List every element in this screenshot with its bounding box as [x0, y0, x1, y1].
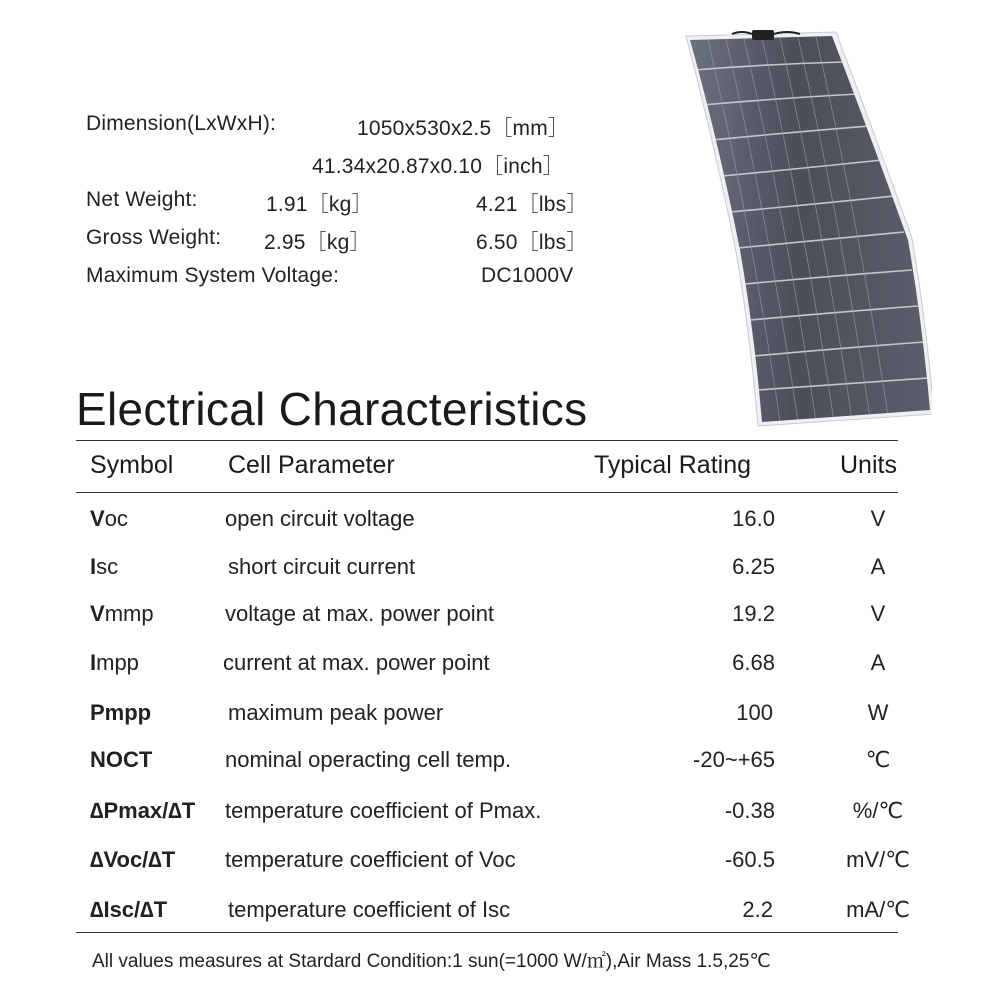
row-symbol: NOCT: [90, 747, 153, 772]
table-row: [0, 506, 1000, 546]
table-row: [0, 798, 1000, 838]
net-weight-kg: 1.91［kg］: [266, 193, 373, 216]
row-rating: 19.2: [732, 601, 775, 626]
max-voltage-value: DC1000V: [481, 264, 574, 287]
table-row: [0, 700, 1000, 740]
row-rating: -20~+65: [693, 747, 775, 772]
table-header-rule: [76, 492, 898, 493]
row-unit: mV/℃: [846, 847, 910, 872]
row-symbol: Impp: [90, 650, 139, 675]
dimension-inch-value: 41.34x20.87x0.10［inch］: [312, 155, 564, 178]
footnote: All values measures at Stardard Condition:1 sun(=1000 W/㎡),Air Mass 1.5,25℃: [92, 951, 771, 972]
row-parameter: temperature coefficient of Voc: [225, 847, 516, 872]
net-weight-lbs: 4.21［lbs］: [476, 193, 588, 216]
gross-weight-kg: 2.95［kg］: [264, 231, 371, 254]
row-unit: V: [870, 601, 886, 626]
header-cell-parameter: Cell Parameter: [228, 451, 395, 479]
row-unit: W: [867, 700, 889, 725]
table-top-rule: [76, 440, 898, 441]
header-units: Units: [840, 451, 897, 479]
gross-weight-label: Gross Weight:: [86, 226, 222, 249]
row-symbol: ∆Voc/∆T: [90, 847, 176, 872]
row-symbol: Pmpp: [90, 700, 152, 725]
row-rating: 2.2: [742, 897, 773, 922]
row-parameter: temperature coefficient of Isc: [228, 897, 511, 922]
gross-weight-lbs: 6.50［lbs］: [476, 231, 588, 254]
row-unit: A: [870, 554, 886, 579]
row-symbol: Vmmp: [90, 601, 154, 626]
row-unit: V: [870, 506, 886, 531]
row-rating: 6.25: [732, 554, 775, 579]
row-symbol: ∆Pmax/∆T: [90, 798, 196, 823]
section-title: Electrical Characteristics: [76, 383, 588, 435]
max-voltage-label: Maximum System Voltage:: [86, 264, 340, 287]
row-symbol: Voc: [90, 506, 128, 531]
table-row: [0, 554, 1000, 594]
solar-panel-image: [672, 30, 932, 430]
row-symbol: Isc: [90, 554, 119, 579]
row-parameter: temperature coefficient of Pmax.: [225, 798, 542, 823]
row-unit: mA/℃: [846, 897, 910, 922]
row-rating: 100: [736, 700, 773, 725]
row-rating: -60.5: [724, 847, 775, 872]
row-parameter: current at max. power point: [223, 650, 490, 675]
row-parameter: nominal operacting cell temp.: [225, 747, 512, 772]
row-unit: %/℃: [852, 798, 904, 823]
row-unit: ℃: [865, 747, 891, 772]
dimension-mm-value: 1050x530x2.5［mm］: [357, 117, 570, 140]
row-parameter: short circuit current: [228, 554, 416, 579]
table-row: [0, 897, 1000, 937]
row-rating: -0.38: [724, 798, 775, 823]
header-typical-rating: Typical Rating: [594, 451, 752, 479]
table-row: [0, 747, 1000, 787]
row-parameter: open circuit voltage: [225, 506, 415, 531]
row-unit: A: [870, 650, 886, 675]
table-row: [0, 847, 1000, 887]
row-parameter: maximum peak power: [228, 700, 444, 725]
table-row: [0, 650, 1000, 690]
row-parameter: voltage at max. power point: [225, 601, 495, 626]
net-weight-label: Net Weight:: [86, 188, 198, 211]
row-symbol: ∆Isc/∆T: [90, 897, 168, 922]
table-row: [0, 601, 1000, 641]
header-symbol: Symbol: [90, 451, 174, 479]
dimension-label: Dimension(LxWxH):: [86, 112, 277, 135]
row-rating: 16.0: [732, 506, 775, 531]
row-rating: 6.68: [732, 650, 775, 675]
